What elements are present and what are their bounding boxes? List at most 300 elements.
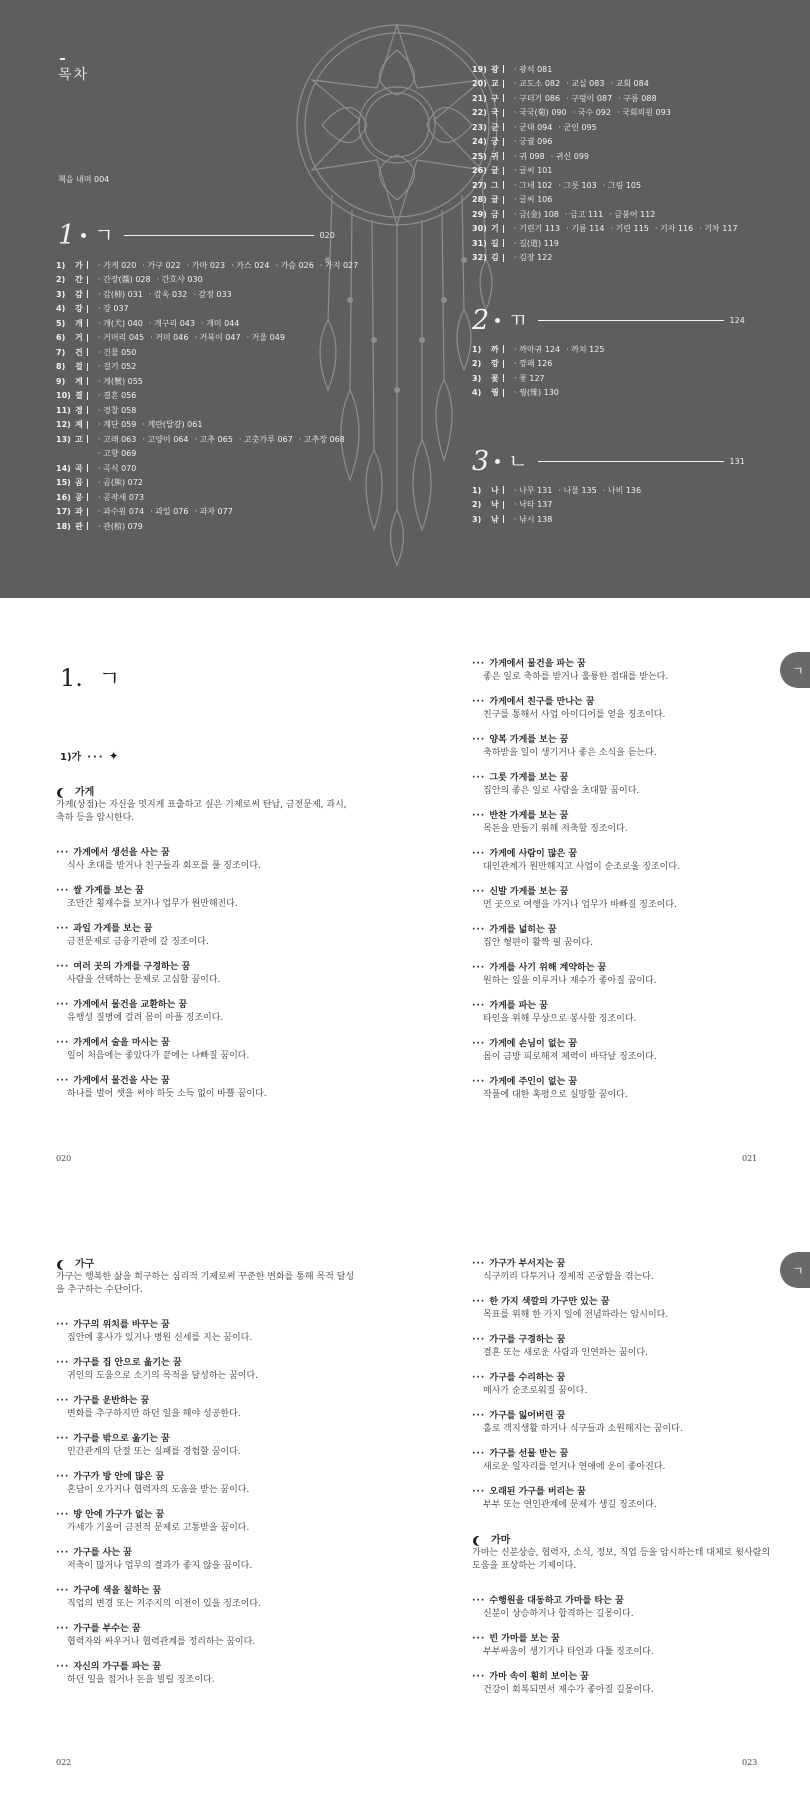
toc-entry-divider [503, 360, 504, 368]
dream-meaning: 작품에 대한 혹평으로 실망할 꿈이다. [483, 1090, 628, 1100]
toc-entry-divider [87, 392, 88, 400]
dream-title: ··· 자신의 가구를 파는 꿈 [56, 1661, 356, 1674]
toc-entry-word[interactable]: · 공작새 073 [98, 492, 144, 503]
crescent-moon-icon [60, 1260, 70, 1270]
dream-entry [472, 924, 772, 950]
toc-entry-word[interactable]: · 개미 044 [201, 318, 239, 329]
toc-entry-word[interactable]: · 까치 125 [566, 344, 604, 355]
dream-entry [472, 848, 772, 874]
toc-entry-word[interactable]: · 강 037 [98, 303, 129, 314]
toc-entry-divider [87, 464, 88, 472]
toc-entry[interactable] [472, 357, 604, 372]
toc-entry-word[interactable]: · 교실 083 [566, 78, 604, 89]
toc-entry-syllable: 김 [491, 253, 499, 263]
dream-entry [472, 1410, 772, 1436]
dream-entry [56, 847, 356, 873]
dream-entry [472, 1486, 772, 1512]
dream-title: ··· 가게에서 물건을 교환하는 꿈 [56, 999, 356, 1012]
chapter-title-number: 1. [60, 664, 83, 692]
toc-entry-word[interactable]: · 국국(菊) 090 [514, 107, 567, 118]
toc-entry-word[interactable]: · 글씨 106 [514, 194, 552, 205]
dream-title: ··· 가구에 색을 칠하는 꿈 [56, 1585, 356, 1598]
toc-entry-word[interactable]: · 거머리 045 [98, 332, 144, 343]
toc-entry-divider [503, 225, 504, 233]
toc-entry-word[interactable]: · 거울 049 [247, 332, 285, 343]
toc-entry-syllable: 걸 [75, 362, 83, 372]
toc-entry[interactable] [56, 476, 358, 491]
toc-entry-word[interactable]: · 간장(醬) 028 [98, 274, 151, 285]
toc-entry-word[interactable]: · 과자 077 [194, 506, 232, 517]
toc-entry-divider [87, 377, 88, 385]
toc-entry[interactable] [56, 490, 358, 505]
dream-title: ··· 그릇 가게를 보는 꿈 [472, 772, 772, 785]
toc-entry-word[interactable]: · 꽃 127 [514, 373, 545, 384]
toc-entry-word[interactable]: · 감(柿) 031 [98, 289, 143, 300]
toc-entry-divider [503, 374, 504, 382]
toc-entry[interactable] [56, 432, 358, 447]
toc-entry-word[interactable]: · 계단 059 [98, 419, 136, 430]
toc-entry-word[interactable]: · 고양이 064 [142, 434, 188, 445]
toc-entry-number: 2) [472, 359, 482, 369]
dream-title: ··· 가구를 구경하는 꿈 [472, 1334, 772, 1347]
toc-entry-word[interactable]: · 기차 117 [699, 223, 737, 234]
toc-entry-word[interactable]: · 과일 076 [150, 506, 188, 517]
chapter-number: 3 [472, 445, 490, 477]
toc-entry-number: 4) [472, 388, 482, 398]
toc-entry-divider [87, 363, 88, 371]
toc-entry-syllable: 글 [491, 166, 499, 176]
toc-entry[interactable] [472, 207, 738, 222]
dream-title: ··· 가구를 집 안으로 옮기는 꿈 [56, 1357, 356, 1370]
dream-entry [472, 1258, 772, 1284]
dream-title: ··· 가구가 방 안에 많은 꿈 [56, 1471, 356, 1484]
dream-meaning: 조만간 횡재수를 보거나 업무가 원만해진다. [67, 899, 238, 909]
toc-entry-divider [87, 493, 88, 501]
chapter-rule [124, 235, 314, 236]
toc-entry[interactable] [472, 512, 641, 527]
chapter-index-tab[interactable]: ㄱ [780, 1252, 810, 1288]
toc-entry-number: 3) [472, 514, 482, 524]
toc-entry-word[interactable]: · 금고 111 [565, 209, 603, 220]
toc-entry-word[interactable]: · 가스 024 [231, 260, 269, 271]
dream-title: ··· 가게를 사기 위해 계약하는 꿈 [472, 962, 772, 975]
toc-entry-divider [87, 421, 88, 429]
page-number-right: 021 [742, 1154, 758, 1163]
toc-entry-word[interactable]: · 가지 027 [320, 260, 358, 271]
dream-meaning: 홀로 객지생활 하거나 식구들과 소원해지는 꿈이다. [483, 1424, 683, 1434]
dream-title: ··· 한 가지 색깔의 가구만 있는 꿈 [472, 1296, 772, 1309]
chapter-dot [495, 318, 500, 323]
toc-entry[interactable] [56, 519, 358, 534]
dream-meaning: 축하받을 일이 생기거나 좋은 소식을 듣는다. [483, 748, 657, 758]
toc-entry-word[interactable]: · 군대 094 [514, 122, 552, 133]
toc-entry-word[interactable]: · 그릇 103 [558, 180, 596, 191]
dream-meaning: 타인을 위해 무상으로 봉사할 징조이다. [483, 1014, 637, 1024]
toc-entry-word[interactable]: · 계란(달걀) 061 [142, 419, 202, 430]
toc-entry-word[interactable]: · 개구리 043 [149, 318, 195, 329]
toc-entry[interactable] [472, 483, 641, 498]
topic-description: 가게(상점)는 자신을 멋지게 표출하고 싶은 기제로써 탄납, 금전문제, 과시, 축하 등을 암시한다. [56, 800, 347, 823]
chapter-number: 2 [472, 304, 490, 336]
toc-entry-syllable: 깡 [491, 359, 499, 369]
dream-meaning: 변화를 추구하지만 하던 일을 해야 성공한다. [67, 1409, 241, 1419]
toc-entry-number: 18) [56, 521, 71, 531]
toc-entry[interactable] [56, 316, 358, 331]
toc-entry-word[interactable]: · 고춧가루 067 [239, 434, 293, 445]
dream-entry [56, 1037, 356, 1063]
toc-entry-word[interactable]: · 기자 116 [655, 223, 693, 234]
toc-entry-word[interactable]: · 거미 046 [150, 332, 188, 343]
toc-entry[interactable] [56, 505, 358, 520]
toc-entry[interactable] [472, 120, 738, 135]
page-number-left: 022 [56, 1758, 72, 1767]
toc-entry-word[interactable]: · 금붕어 112 [609, 209, 655, 220]
dream-entry [472, 1671, 772, 1697]
toc-entry-word[interactable]: · 고추 065 [194, 434, 232, 445]
toc-entry-word[interactable]: · 감정 033 [193, 289, 231, 300]
toc-entry-syllable: 감 [75, 289, 83, 299]
toc-entry-word[interactable]: · 구더기 086 [514, 93, 560, 104]
toc-entry-word[interactable]: · 낚시 138 [514, 514, 552, 525]
toc-entry-divider [503, 109, 504, 117]
toc-entry-syllable: 관 [75, 521, 83, 531]
toc-entry-syllable: 기 [491, 224, 499, 234]
dream-entry [56, 1433, 356, 1459]
page-number-right: 023 [742, 1758, 758, 1767]
toc-entry-number: 2) [56, 275, 66, 285]
toc-entry-word[interactable]: · 고추장 068 [299, 434, 345, 445]
toc-entry-word[interactable]: · 감옥 032 [149, 289, 187, 300]
toc-chapter-2-heading [472, 305, 745, 335]
toc-entry[interactable] [56, 345, 358, 360]
toc-entry[interactable] [472, 164, 738, 179]
chapter-consonant: ㄲ [508, 308, 528, 332]
chapter-page: 020 [319, 230, 335, 240]
toc-entry-word[interactable]: · 게(蟹) 055 [98, 376, 143, 387]
toc-entry-word[interactable]: · 가게 020 [98, 260, 136, 271]
toc-entry-divider [503, 65, 504, 73]
sparkle-icon: ✦ [108, 749, 119, 763]
toc-entry[interactable] [472, 62, 738, 77]
dream-title: ··· 가구를 운반하는 꿈 [56, 1395, 356, 1408]
dream-list [472, 658, 772, 1102]
dream-meaning: 새로운 일자리를 얻거나 연애에 운이 좋아진다. [483, 1462, 666, 1472]
dream-meaning: 직업의 변경 또는 거주지의 이전이 있을 징조이다. [67, 1599, 261, 1609]
toc-entry-divider [87, 290, 88, 298]
toc-entry-word[interactable]: · 기름 114 [566, 223, 604, 234]
toc-entry-word[interactable]: · 가마 023 [187, 260, 225, 271]
toc-entry-divider [503, 123, 504, 131]
toc-entry-word[interactable]: · 국수 092 [573, 107, 611, 118]
toc-entry[interactable] [56, 389, 358, 404]
dream-entry [472, 1076, 772, 1102]
toc-entry[interactable] [472, 149, 738, 164]
toc-entry-word[interactable]: · 국회의원 093 [617, 107, 671, 118]
toc-entry-syllable: 군 [491, 122, 499, 132]
toc-entry-word[interactable]: · 깡패 126 [514, 358, 552, 369]
toc-entry-syllable: 계 [75, 420, 83, 430]
toc-entry-word[interactable]: · 간호사 030 [157, 274, 203, 285]
toc-entry-number: 23) [472, 122, 487, 132]
chapter-dot [81, 233, 86, 238]
dream-meaning: 식사 초대를 받거나 친구들과 회포를 풀 징조이다. [67, 861, 261, 871]
toc-entry-number: 1) [472, 485, 482, 495]
toc-entry-number: 9) [56, 376, 66, 386]
toc-entry-divider [87, 261, 88, 269]
toc-entry[interactable] [472, 236, 738, 251]
dream-title: ··· 가구가 부서지는 꿈 [472, 1258, 772, 1271]
toc-entry-syllable: 결 [75, 391, 83, 401]
toc-entry-divider [87, 479, 88, 487]
left-column [56, 786, 356, 1113]
dream-entry [472, 1595, 772, 1621]
toc-entry[interactable] [56, 461, 358, 476]
dream-entry [56, 923, 356, 949]
dream-entry [56, 999, 356, 1025]
toc-entry-number: 13) [56, 434, 71, 444]
toc-entry-word[interactable]: · 귀신 099 [551, 151, 589, 162]
toc-entry-word[interactable]: · 가구 022 [142, 260, 180, 271]
toc-entry-word[interactable]: · 거북이 047 [194, 332, 240, 343]
toc-title: 목차 [58, 64, 89, 84]
section-title-dots: ··· [87, 752, 105, 763]
toc-entry[interactable] [472, 178, 738, 193]
topic-entry [56, 786, 356, 825]
dream-title: ··· 여러 곳의 가게를 구경하는 꿈 [56, 961, 356, 974]
chapter-title-consonant: ㄱ [98, 667, 121, 692]
right-column [472, 658, 772, 1114]
toc-entry-syllable: 낙 [491, 500, 499, 510]
toc-entry-word[interactable]: · 구렁이 087 [566, 93, 612, 104]
toc-entry[interactable] [56, 447, 358, 462]
toc-entry-divider [503, 138, 504, 146]
dream-meaning: 매사가 순조로워질 꿈이다. [483, 1386, 588, 1396]
toc-entry-divider [503, 345, 504, 353]
dream-meaning: 부부싸움이 생기거나 타인과 다툴 징조이다. [483, 1647, 654, 1657]
toc-entry-word[interactable]: · 곡식 070 [98, 463, 136, 474]
toc-entry[interactable] [472, 106, 738, 121]
toc-entry-syllable: 간 [75, 275, 83, 285]
chapter-consonant: ㄴ [508, 449, 528, 473]
toc-entry-divider [503, 196, 504, 204]
toc-entry[interactable] [472, 251, 738, 266]
toc-entry-syllable: 글 [491, 195, 499, 205]
dream-title: ··· 양복 가게를 보는 꿈 [472, 734, 772, 747]
toc-entry[interactable] [56, 331, 358, 346]
dream-title: ··· 쌀 가게를 보는 꿈 [56, 885, 356, 898]
toc-entry-number: 8) [56, 362, 66, 372]
toc-entry-word[interactable]: · 곰(熊) 072 [98, 477, 143, 488]
dream-entry [472, 886, 772, 912]
toc-entry[interactable] [56, 418, 358, 433]
toc-entry-syllable: 궁 [491, 137, 499, 147]
toc-entry-word[interactable]: · 고래 063 [98, 434, 136, 445]
toc-entry-divider [503, 486, 504, 494]
dream-title: ··· 빈 가마를 보는 꿈 [472, 1633, 772, 1646]
toc-entry[interactable] [472, 386, 604, 401]
toc-entry-number: 15) [56, 478, 71, 488]
toc-entry-word[interactable]: · 김장 122 [514, 252, 552, 263]
dream-title: ··· 가게를 파는 꿈 [472, 1000, 772, 1013]
dream-title: ··· 가마 속이 훤히 보이는 꿈 [472, 1671, 772, 1684]
crescent-moon-icon [60, 788, 70, 798]
toc-entry[interactable] [472, 135, 738, 150]
dream-meaning: 식구끼리 다투거나 경제적 곤궁함을 겪는다. [483, 1272, 654, 1282]
toc-entry-word[interactable]: · 군인 095 [558, 122, 596, 133]
dream-entry [472, 734, 772, 760]
toc-entry[interactable] [472, 91, 738, 106]
toc-entry[interactable] [472, 371, 604, 386]
toc-entry-word[interactable]: · 길(道) 119 [514, 238, 559, 249]
toc-entry-word[interactable]: · 가슴 026 [276, 260, 314, 271]
topic-description: 가마는 신분상승, 협력자, 소식, 정보, 직업 등을 암시하는데 대체로 윗사람의 도움을 표상하는 기제이다. [472, 1548, 771, 1571]
toc-entry-word[interactable]: · 궁궐 096 [514, 136, 552, 147]
toc-entry[interactable] [472, 498, 641, 513]
toc-entry-divider [503, 94, 504, 102]
toc-entry-syllable: 국 [491, 108, 499, 118]
toc-entry-word[interactable]: · 나무 131 [514, 485, 552, 496]
dream-title: ··· 가게에서 물건을 사는 꿈 [56, 1075, 356, 1088]
toc-entry-word[interactable]: · 걸기 052 [98, 361, 136, 372]
toc-entry-number: 3) [472, 373, 482, 383]
toc-entry-number: 24) [472, 137, 487, 147]
toc-entry-word[interactable]: · 경찰 058 [98, 405, 136, 416]
toc-entry-number: 25) [472, 151, 487, 161]
toc-entry-word[interactable]: · 귀 098 [514, 151, 545, 162]
toc-entry[interactable] [472, 222, 738, 237]
toc-entry-word[interactable]: · 나비 136 [603, 485, 641, 496]
toc-entry-syllable: 고 [75, 434, 83, 444]
toc-entry-word[interactable]: · 교회 084 [610, 78, 648, 89]
toc-entry-word[interactable]: · 금(金) 108 [514, 209, 559, 220]
toc-entry-divider [503, 167, 504, 175]
topic-name: 가마 [491, 1535, 511, 1546]
topic-entry [56, 1258, 356, 1297]
dream-list [56, 1319, 356, 1687]
toc-entry-word[interactable]: · 글씨 101 [514, 165, 552, 176]
toc-entry-syllable: 까 [491, 344, 499, 354]
dream-entry [56, 1357, 356, 1383]
dream-meaning: 금전문제로 금융기관에 갈 징조이다. [67, 937, 209, 947]
toc-entry-number: 10) [56, 391, 71, 401]
toc-entry-number: 4) [56, 304, 66, 314]
toc-entry[interactable] [56, 258, 358, 273]
toc-entry-word[interactable]: · 기린 115 [610, 223, 648, 234]
toc-entry[interactable] [56, 403, 358, 418]
toc-entry-divider [87, 319, 88, 327]
dream-entry [472, 772, 772, 798]
toc-entry-number: 29) [472, 209, 487, 219]
toc-entry-syllable: 공 [75, 492, 83, 502]
dream-meaning: 집안 형편이 활짝 필 꿈이다. [483, 938, 593, 948]
dream-entry [56, 1471, 356, 1497]
chapter-consonant: ㄱ [94, 223, 114, 247]
toc-entry-syllable: 낚 [491, 514, 499, 524]
toc-entry-word[interactable]: · 교도소 082 [514, 78, 560, 89]
chapter-page: 124 [729, 315, 745, 325]
toc-entry-divider [87, 508, 88, 516]
dream-meaning: 신분이 상승하거나 합격하는 길몽이다. [483, 1609, 634, 1619]
toc-entry-word[interactable]: · 기린기 113 [514, 223, 560, 234]
dream-list [472, 1258, 772, 1512]
toc-entry-syllable: 광 [491, 64, 499, 74]
toc-entry-word[interactable]: · 개(犬) 040 [98, 318, 143, 329]
toc-entry-divider [87, 276, 88, 284]
dream-meaning: 원하는 일을 이루거나 재수가 좋아질 꿈이다. [483, 976, 657, 986]
topic-name: 가구 [75, 1259, 95, 1270]
dream-meaning: 친구를 통해서 사업 아이디어를 얻을 징조이다. [483, 710, 666, 720]
dream-meaning: 집안의 좋은 일로 사람을 초대할 꿈이다. [483, 786, 640, 796]
toc-entry-word[interactable]: · 꿩(雉) 130 [514, 387, 559, 398]
dream-meaning: 저축이 많거나 업무의 결과가 좋지 않을 꿈이다. [67, 1561, 253, 1571]
toc-entry[interactable] [56, 287, 358, 302]
table-of-contents [0, 0, 810, 598]
toc-entry[interactable] [56, 302, 358, 317]
dream-entry [56, 1509, 356, 1535]
toc-entry-syllable: 가 [75, 260, 83, 270]
toc-entry-word[interactable]: · 구름 088 [618, 93, 656, 104]
toc-entry-word[interactable]: · 까마귀 124 [514, 344, 560, 355]
toc-entry-word[interactable]: · 그림 105 [603, 180, 641, 191]
toc-entry-number: 31) [472, 238, 487, 248]
toc-entry-word[interactable]: · 고향 069 [98, 448, 136, 459]
toc-entry-syllable: 경 [75, 405, 83, 415]
dream-title: ··· 수행원을 대동하고 가마를 타는 꿈 [472, 1595, 772, 1608]
dream-meaning: 대인관계가 원만해지고 사업이 순조로울 징조이다. [483, 862, 680, 872]
toc-entry-word[interactable]: · 과수원 074 [98, 506, 144, 517]
dream-entry [472, 1296, 772, 1322]
toc-entry-word[interactable]: · 그네 102 [514, 180, 552, 191]
toc-entry-divider [503, 239, 504, 247]
dream-title: ··· 오래된 가구를 버리는 꿈 [472, 1486, 772, 1499]
dream-title: ··· 가게를 넓히는 꿈 [472, 924, 772, 937]
chapter-index-tab[interactable]: ㄱ [780, 652, 810, 688]
toc-entry[interactable] [56, 374, 358, 389]
toc-entry-number: 30) [472, 224, 487, 234]
chapter-number: 1 [58, 219, 76, 251]
toc-entry[interactable] [472, 77, 738, 92]
toc-entry[interactable] [472, 193, 738, 208]
toc-entry-divider [87, 435, 88, 443]
toc-entry-number: 26) [472, 166, 487, 176]
dream-entry [472, 810, 772, 836]
dream-title: ··· 가구를 사는 꿈 [56, 1547, 356, 1560]
dream-title: ··· 반찬 가게를 보는 꿈 [472, 810, 772, 823]
dream-entry [56, 1623, 356, 1649]
toc-entry-word[interactable]: · 낙타 137 [514, 499, 552, 510]
toc-entry[interactable] [56, 360, 358, 375]
toc-entry-syllable: 꽃 [491, 373, 499, 383]
toc-preface: 책을 내며 004 [58, 175, 110, 184]
toc-entry-word[interactable]: · 건물 050 [98, 347, 136, 358]
dream-entry [472, 1000, 772, 1026]
toc-entry-word[interactable]: · 관(棺) 079 [98, 521, 143, 532]
toc-entry[interactable] [56, 273, 358, 288]
dream-entry [472, 696, 772, 722]
toc-entry-number: 11) [56, 405, 71, 415]
dream-entry [56, 885, 356, 911]
toc-entry-word[interactable]: · 나물 135 [558, 485, 596, 496]
toc-entry-divider [87, 305, 88, 313]
toc-chapter-1-heading [58, 220, 335, 250]
toc-entry[interactable] [472, 342, 604, 357]
toc-entry-number: 12) [56, 420, 71, 430]
toc-entry-word[interactable]: · 결혼 056 [98, 390, 136, 401]
dream-title: ··· 가구의 위치를 바꾸는 꿈 [56, 1319, 356, 1332]
dream-title: ··· 과일 가게를 보는 꿈 [56, 923, 356, 936]
dream-meaning: 협력자와 싸우거나 협력관계를 정리하는 꿈이다. [67, 1637, 256, 1647]
toc-entry-word[interactable]: · 광석 081 [514, 64, 552, 75]
